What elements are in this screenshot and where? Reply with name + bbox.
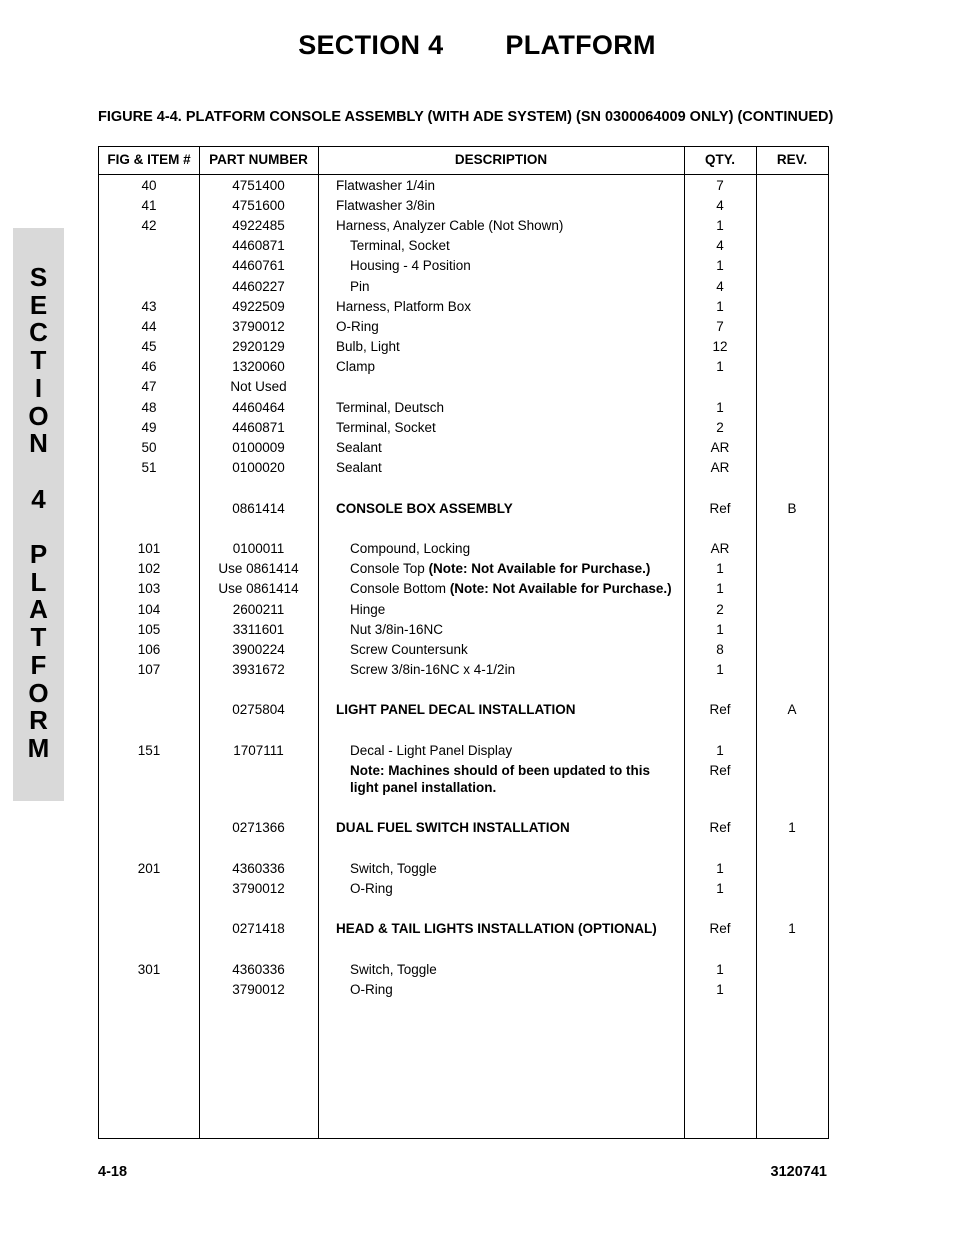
cell-part-number: 0861414	[232, 500, 285, 516]
cell-rev	[756, 237, 828, 254]
section-title: PLATFORM	[505, 30, 656, 60]
cell-part-number: 0271418	[232, 921, 285, 937]
cell-part-number	[199, 762, 318, 796]
side-tab-letter: R	[29, 705, 48, 736]
table-row	[99, 296, 828, 316]
cell-description	[318, 819, 684, 836]
description-text: DUAL FUEL SWITCH INSTALLATION	[336, 820, 570, 836]
description-text: CONSOLE BOX ASSEMBLY	[336, 500, 513, 516]
description-text: O-Ring	[350, 981, 393, 997]
cell-part-number: 4751600	[232, 197, 285, 213]
cell-qty	[684, 378, 756, 395]
side-tab-letter: L	[30, 566, 47, 597]
cell-rev	[756, 601, 828, 618]
cell-description	[318, 298, 684, 315]
cell-rev	[756, 621, 828, 638]
cell-description	[318, 920, 684, 937]
cell-rev	[756, 641, 828, 658]
cell-fig-item: 50	[141, 440, 157, 456]
cell-part-number: 4460227	[232, 278, 285, 294]
cell-part-number: 1707111	[233, 742, 284, 758]
cell-part-number: 0275804	[232, 702, 285, 718]
cell-rev	[756, 661, 828, 678]
cell-part-number: Use 0861414	[218, 561, 299, 577]
header-description: DESCRIPTION	[454, 152, 548, 167]
cell-rev	[756, 419, 828, 436]
cell-description	[318, 560, 684, 577]
spacer-row	[99, 518, 828, 538]
cell-fig-item	[99, 920, 199, 937]
side-tab-letter: P	[29, 539, 48, 570]
cell-description	[318, 338, 684, 355]
cell-description	[318, 601, 684, 618]
side-tab-letter: I	[34, 372, 43, 403]
description-text: Pin	[350, 278, 370, 294]
table-row	[99, 175, 828, 195]
cell-qty: Ref	[709, 500, 731, 516]
cell-qty: AR	[710, 540, 730, 556]
table-row	[99, 619, 828, 639]
cell-part-number: 4460464	[232, 399, 285, 415]
cell-rev	[756, 762, 828, 796]
description-text: Hinge	[350, 601, 386, 617]
cell-fig-item: 48	[141, 399, 157, 415]
table-row	[99, 377, 828, 397]
cell-part-number: 3790012	[232, 981, 285, 997]
section-side-tab	[13, 228, 64, 801]
table-row	[99, 276, 828, 296]
cell-rev	[756, 540, 828, 557]
cell-fig-item: 105	[137, 621, 161, 637]
cell-fig-item	[99, 981, 199, 998]
cell-fig-item: 107	[137, 662, 161, 678]
cell-part-number: 0100009	[232, 440, 285, 456]
description-text: Terminal, Socket	[336, 419, 436, 435]
cell-qty: AR	[710, 440, 730, 456]
cell-description	[318, 661, 684, 678]
cell-fig-item: 41	[141, 197, 157, 213]
cell-qty: 8	[716, 641, 724, 657]
cell-qty: Ref	[709, 921, 731, 937]
table-row	[99, 256, 828, 276]
description-text: Terminal, Deutsch	[336, 399, 445, 415]
cell-rev	[756, 318, 828, 335]
page-number: 4-18	[98, 1164, 128, 1180]
cell-fig-item	[99, 257, 199, 274]
side-tab-letter: 4	[31, 483, 46, 514]
document-number: 3120741	[770, 1164, 827, 1180]
cell-qty: 12	[712, 339, 728, 355]
table-row	[99, 919, 828, 939]
table-row	[99, 740, 828, 760]
cell-rev	[756, 961, 828, 978]
cell-rev: 1	[788, 921, 796, 937]
description-text: Flatwasher 1/4in	[336, 177, 436, 193]
cell-fig-item: 46	[141, 359, 157, 375]
cell-rev	[756, 580, 828, 597]
cell-qty: 4	[716, 278, 724, 294]
table-row	[99, 700, 828, 720]
cell-fig-item	[99, 880, 199, 897]
cell-qty: 1	[716, 662, 724, 678]
cell-rev	[756, 459, 828, 476]
cell-qty: Ref	[709, 702, 731, 718]
description-text: Console Top	[350, 561, 429, 577]
side-tab-letter: A	[29, 594, 48, 625]
table-row	[99, 357, 828, 377]
cell-fig-item: 43	[141, 298, 157, 314]
side-tab-letter: S	[29, 262, 48, 292]
header-part-number: PART NUMBER	[209, 152, 308, 167]
table-row	[99, 337, 828, 357]
cell-part-number: 4360336	[232, 860, 285, 876]
cell-description	[318, 860, 684, 877]
cell-rev	[756, 278, 828, 295]
table-body	[99, 175, 828, 1000]
cell-fig-item: 49	[141, 419, 157, 435]
cell-fig-item: 44	[141, 318, 157, 334]
header-qty: QTY.	[704, 152, 735, 167]
cell-rev	[756, 378, 828, 395]
table-row	[99, 195, 828, 215]
cell-description	[318, 177, 684, 194]
cell-description	[318, 217, 684, 234]
cell-qty: 1	[716, 742, 724, 758]
cell-qty: 1	[716, 399, 724, 415]
description-text: Decal - Light Panel Display	[350, 742, 513, 758]
cell-fig-item	[99, 819, 199, 836]
cell-part-number: 3311601	[232, 621, 285, 637]
spacer-row	[99, 680, 828, 700]
cell-description	[318, 961, 684, 978]
cell-part-number: 0100011	[232, 540, 285, 556]
description-note: (Note: Not Available for Purchase.)	[428, 561, 651, 577]
cell-fig-item: 151	[137, 742, 161, 758]
cell-rev	[756, 439, 828, 456]
cell-fig-item: 45	[141, 339, 157, 355]
side-tab-letter: T	[30, 622, 47, 653]
table-row	[99, 818, 828, 838]
table-row	[99, 639, 828, 659]
cell-qty: 1	[716, 860, 724, 876]
cell-part-number: 4751400	[232, 177, 285, 193]
cell-qty: Ref	[709, 763, 731, 779]
cell-qty: 4	[716, 197, 724, 213]
table-row	[99, 959, 828, 979]
side-tab-letter	[13, 458, 64, 486]
side-tab-letter: M	[27, 732, 50, 763]
cell-fig-item: 40	[141, 177, 157, 193]
cell-part-number: 3790012	[232, 318, 285, 334]
cell-description	[318, 318, 684, 335]
cell-description	[318, 540, 684, 557]
table-row	[99, 236, 828, 256]
cell-rev	[756, 217, 828, 234]
spacer-row	[99, 478, 828, 498]
cell-description	[318, 378, 684, 395]
side-tab-letter: E	[29, 289, 48, 320]
description-text: O-Ring	[336, 318, 379, 334]
cell-part-number: 4460871	[232, 238, 285, 254]
description-text: Harness, Platform Box	[336, 298, 472, 314]
cell-fig-item	[99, 762, 199, 796]
table-row	[99, 660, 828, 680]
cell-rev: 1	[788, 820, 796, 836]
cell-qty: 1	[716, 621, 724, 637]
table-row	[99, 417, 828, 437]
cell-part-number: 0271366	[232, 820, 285, 836]
cell-rev	[756, 399, 828, 416]
table-row	[99, 858, 828, 878]
cell-fig-item: 104	[137, 601, 161, 617]
side-tab-letter: C	[29, 317, 48, 348]
table-row	[99, 458, 828, 478]
cell-rev	[756, 742, 828, 759]
cell-description	[318, 742, 684, 759]
cell-part-number: 3900224	[232, 641, 285, 657]
cell-fig-item	[99, 237, 199, 254]
table-row	[99, 316, 828, 336]
cell-description	[318, 641, 684, 658]
cell-part-number: 4460761	[232, 258, 285, 274]
table-row	[99, 579, 828, 599]
cell-qty: 1	[716, 258, 724, 274]
cell-part-number: 1320060	[232, 359, 285, 375]
cell-qty: 4	[716, 238, 724, 254]
description-text: Terminal, Socket	[350, 238, 450, 254]
cell-part-number: 2600211	[232, 601, 285, 617]
cell-qty: 2	[716, 419, 724, 435]
table-row	[99, 538, 828, 558]
page-header	[0, 30, 954, 61]
cell-description	[318, 358, 684, 375]
spacer-row	[99, 838, 828, 858]
cell-part-number: 0100020	[232, 460, 285, 476]
cell-fig-item: 301	[137, 961, 161, 977]
description-note: Note: Machines should of been updated to this light panel installation.	[350, 763, 651, 796]
description-text: Switch, Toggle	[350, 860, 437, 876]
cell-qty: Ref	[709, 820, 731, 836]
description-text: O-Ring	[350, 880, 393, 896]
cell-qty: 1	[716, 298, 724, 314]
cell-rev	[756, 860, 828, 877]
cell-part-number: 4922509	[232, 298, 285, 314]
cell-qty: 1	[716, 359, 724, 375]
table-row	[99, 878, 828, 898]
cell-part-number: 4922485	[232, 217, 285, 233]
cell-rev	[756, 298, 828, 315]
cell-fig-item: 101	[137, 540, 161, 556]
side-tab-letter: N	[29, 428, 48, 459]
description-text: Screw Countersunk	[350, 641, 468, 657]
figure-title: FIGURE 4-4. PLATFORM CONSOLE ASSEMBLY (WITH ADE SYSTEM) (SN 0300064009 ONLY) (CONTINUED)	[98, 109, 834, 125]
cell-description	[318, 621, 684, 638]
table-row	[99, 979, 828, 999]
table-row	[99, 599, 828, 619]
cell-rev: A	[787, 702, 797, 718]
description-text: Compound, Locking	[350, 540, 471, 556]
cell-description	[318, 257, 684, 274]
header-fig-item: FIG & ITEM #	[107, 152, 191, 167]
cell-qty: 1	[716, 581, 724, 597]
description-text: Harness, Analyzer Cable (Not Shown)	[336, 217, 564, 233]
side-tab-letter: O	[28, 677, 49, 708]
cell-rev	[756, 338, 828, 355]
description-text: LIGHT PANEL DECAL INSTALLATION	[336, 702, 576, 718]
description-text: Console Bottom	[350, 581, 450, 597]
cell-qty: 1	[716, 880, 724, 896]
cell-part-number: 4360336	[232, 961, 285, 977]
cell-rev	[756, 981, 828, 998]
table-row	[99, 760, 828, 797]
cell-fig-item: 42	[141, 217, 157, 233]
cell-fig-item: 102	[137, 561, 161, 577]
cell-fig-item: 103	[137, 581, 161, 597]
table-row	[99, 559, 828, 579]
cell-fig-item	[99, 500, 199, 517]
cell-description	[318, 197, 684, 214]
cell-rev	[756, 358, 828, 375]
side-tab-letter: T	[30, 345, 47, 376]
cell-description	[318, 419, 684, 436]
cell-qty: AR	[710, 460, 730, 476]
table-row	[99, 498, 828, 518]
cell-part-number: 3790012	[232, 880, 285, 896]
cell-qty: 7	[716, 177, 724, 193]
description-text: Housing - 4 Position	[350, 258, 471, 274]
cell-description	[318, 439, 684, 456]
description-text: Screw 3/8in-16NC x 4-1/2in	[350, 662, 516, 678]
description-text: Clamp	[336, 359, 376, 375]
cell-fig-item	[99, 278, 199, 295]
description-note: (Note: Not Available for Purchase.)	[449, 581, 672, 597]
cell-fig-item: 47	[141, 379, 157, 395]
table-row	[99, 437, 828, 457]
cell-rev	[756, 177, 828, 194]
cell-description	[318, 880, 684, 897]
cell-rev	[756, 257, 828, 274]
cell-rev	[756, 560, 828, 577]
section-number: SECTION 4	[298, 30, 444, 60]
cell-part-number: 3931672	[232, 662, 285, 678]
table-row	[99, 397, 828, 417]
cell-fig-item: 106	[137, 641, 161, 657]
spacer-row	[99, 939, 828, 959]
description-text: Sealant	[336, 460, 382, 476]
cell-description	[318, 500, 684, 517]
header-rev: REV.	[776, 152, 808, 167]
description-text: HEAD & TAIL LIGHTS INSTALLATION (OPTIONAL)	[336, 921, 657, 937]
cell-qty: 1	[716, 561, 724, 577]
cell-description	[318, 459, 684, 476]
cell-qty: 2	[716, 601, 724, 617]
description-text: Sealant	[336, 440, 382, 456]
cell-rev: B	[787, 500, 797, 516]
description-text: Nut 3/8in-16NC	[350, 621, 444, 637]
cell-rev	[756, 197, 828, 214]
cell-part-number: Use 0861414	[218, 581, 299, 597]
cell-description	[318, 701, 684, 718]
description-text: Flatwasher 3/8in	[336, 197, 436, 213]
cell-part-number: 4460871	[232, 419, 285, 435]
cell-qty: 1	[716, 217, 724, 233]
description-text: Switch, Toggle	[350, 961, 437, 977]
cell-fig-item: 201	[137, 860, 161, 876]
cell-description	[318, 278, 684, 295]
cell-qty: 1	[716, 981, 724, 997]
cell-rev	[756, 880, 828, 897]
side-tab-letter	[13, 513, 64, 541]
spacer-row	[99, 798, 828, 818]
cell-qty: 7	[716, 318, 724, 334]
side-tab-letter: F	[30, 649, 47, 680]
side-tab-letter: O	[28, 400, 49, 431]
cell-qty: 1	[716, 961, 724, 977]
cell-description	[318, 237, 684, 254]
description-text: Bulb, Light	[336, 339, 400, 355]
cell-part-number: 2920129	[232, 339, 285, 355]
cell-description	[318, 762, 684, 796]
table-row	[99, 215, 828, 235]
cell-description	[318, 399, 684, 416]
cell-description	[318, 981, 684, 998]
cell-part-number: Not Used	[230, 379, 287, 395]
parts-table	[98, 146, 829, 1139]
spacer-row	[99, 720, 828, 740]
cell-fig-item: 51	[141, 460, 157, 476]
cell-description	[318, 580, 684, 597]
spacer-row	[99, 899, 828, 919]
cell-fig-item	[99, 701, 199, 718]
